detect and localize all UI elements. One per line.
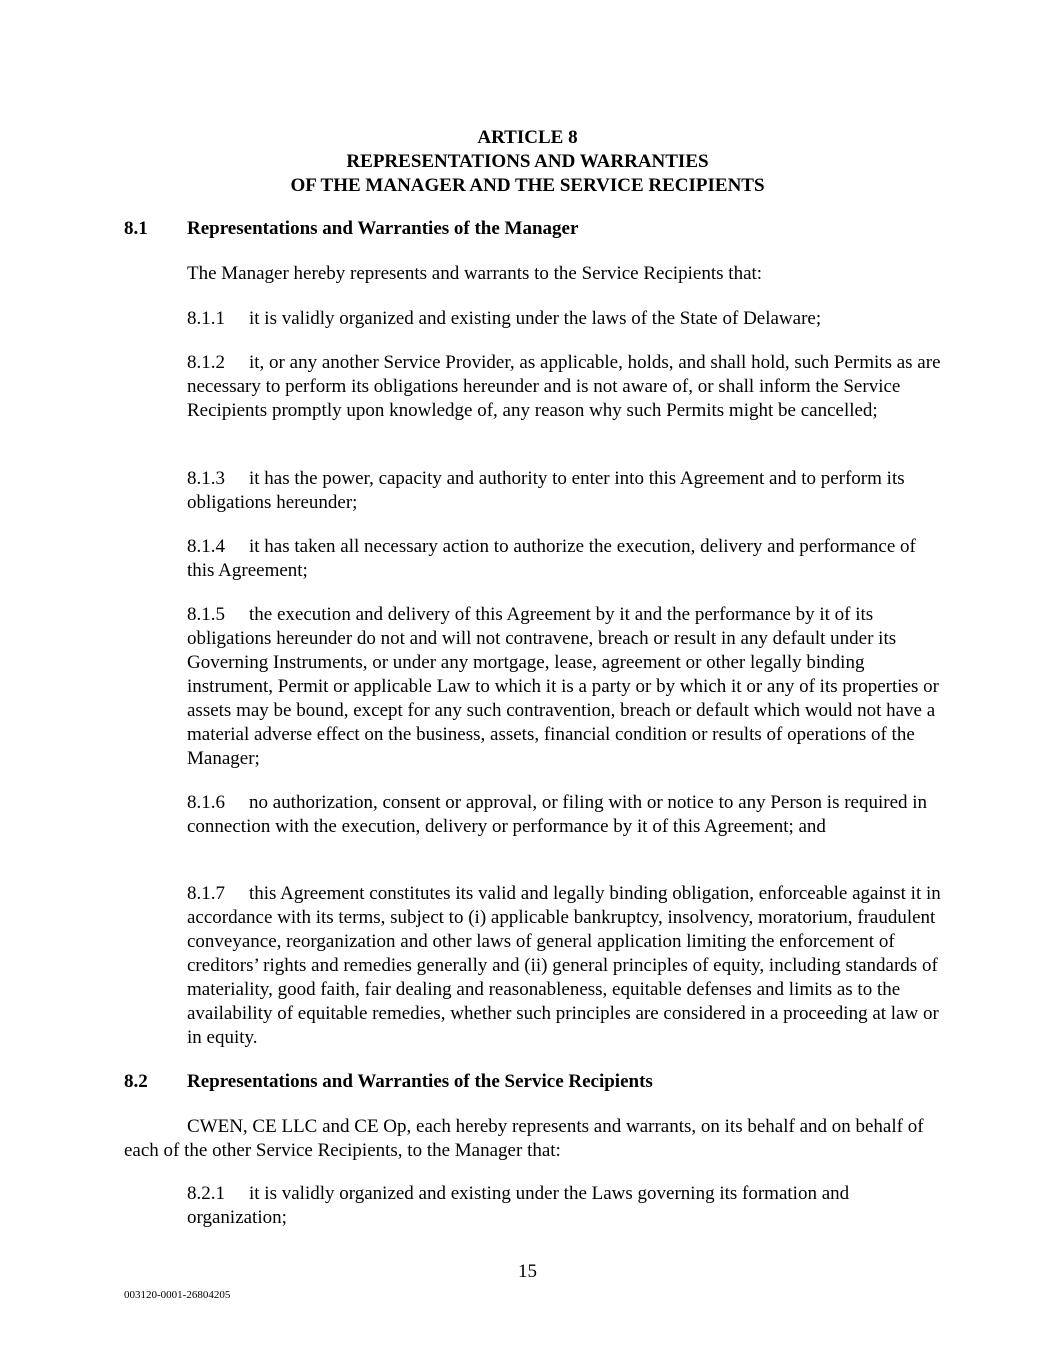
section-number: 8.2 [124, 1071, 148, 1092]
clause-text: it has the power, capacity and authority to enter into this Agreement and to perform its obligations hereunder; [187, 468, 905, 513]
clause-8-1-1 [187, 307, 947, 331]
clause-text: it, or any another Service Provider, as applicable, holds, and shall hold, such Permits as are necessary to perform its obligations hereunder and is not aware of, or shall inform the Service Recipients promptly upon knowledge of, any reason why such Permits might be cancelled; [187, 352, 941, 421]
section-number: 8.1 [124, 218, 148, 239]
clause-number: 8.1.5 [187, 604, 225, 625]
clause-8-2-1 [187, 1182, 927, 1230]
section-8-2-heading [0, 1070, 1055, 1094]
clause-number: 8.1.1 [187, 308, 225, 329]
article-number: ARTICLE 8 [477, 127, 578, 148]
clause-number: 8.1.7 [187, 883, 225, 904]
clause-8-1-6 [187, 791, 947, 839]
article-title-line-1: REPRESENTATIONS AND WARRANTIES [346, 151, 709, 172]
clause-text: no authorization, consent or approval, or filing with or notice to any Person is required in connection with the execution, delivery or performance by it of this Agreement; and [187, 792, 928, 837]
section-8-1-intro: The Manager hereby represents and warrants to the Service Recipients that: [187, 263, 763, 284]
clause-number: 8.1.3 [187, 468, 225, 489]
clause-8-1-2 [187, 351, 947, 423]
clause-8-1-4 [187, 535, 947, 583]
section-8-2-intro: CWEN, CE LLC and CE Op, each hereby represents and warrants, on its behalf and on behalf of each of the other Service Recipients, to the Manager that: [124, 1116, 924, 1161]
clause-text: the execution and delivery of this Agreement by it and the performance by it of its obligations hereunder do not and will not contravene, breach or result in any default under its Governing Instruments, or under any mortgage, lease, agreement or other legally binding instrument, Permit or applicable Law to which it is a party or by which it or any of its properties or assets may be bound, except for any such contravention, breach or default which would not have a material adverse effect on the business, assets, financial condition or results of operations of the Manager; [187, 604, 939, 769]
clause-text: it is validly organized and existing under the Laws governing its formation and organization; [187, 1183, 850, 1228]
clause-number: 8.2.1 [187, 1183, 225, 1204]
clause-number: 8.1.4 [187, 536, 225, 557]
clause-8-1-7 [187, 882, 947, 1050]
clause-8-1-5 [187, 603, 947, 771]
section-title: Representations and Warranties of the Manager [187, 218, 579, 239]
document-code: 003120-0001-26804205 [124, 1289, 231, 1301]
page-number: 15 [518, 1261, 537, 1282]
section-title: Representations and Warranties of the Service Recipients [187, 1071, 653, 1092]
clause-text: this Agreement constitutes its valid and legally binding obligation, enforceable against it in accordance with its terms, subject to (i) applicable bankruptcy, insolvency, moratorium, fraudulent conveyance, reorganization and other laws of general application limiting the enforcement of creditors’ rights and remedies generally and (ii) general principles of equity, including standards of materiality, good faith, fair dealing and reasonableness, equitable defenses and limits as to the availability of equitable remedies, whether such principles are considered in a proceeding at law or in equity. [187, 883, 941, 1048]
article-title-line-2: OF THE MANAGER AND THE SERVICE RECIPIENTS [290, 175, 765, 196]
clause-text: it is validly organized and existing under the laws of the State of Delaware; [249, 308, 822, 329]
clause-number: 8.1.6 [187, 792, 225, 813]
article-heading [0, 126, 1055, 198]
clause-number: 8.1.2 [187, 352, 225, 373]
clause-8-1-3 [187, 467, 947, 515]
section-8-1-heading [0, 217, 1055, 241]
clause-text: it has taken all necessary action to authorize the execution, delivery and performance of this Agreement; [187, 536, 916, 581]
